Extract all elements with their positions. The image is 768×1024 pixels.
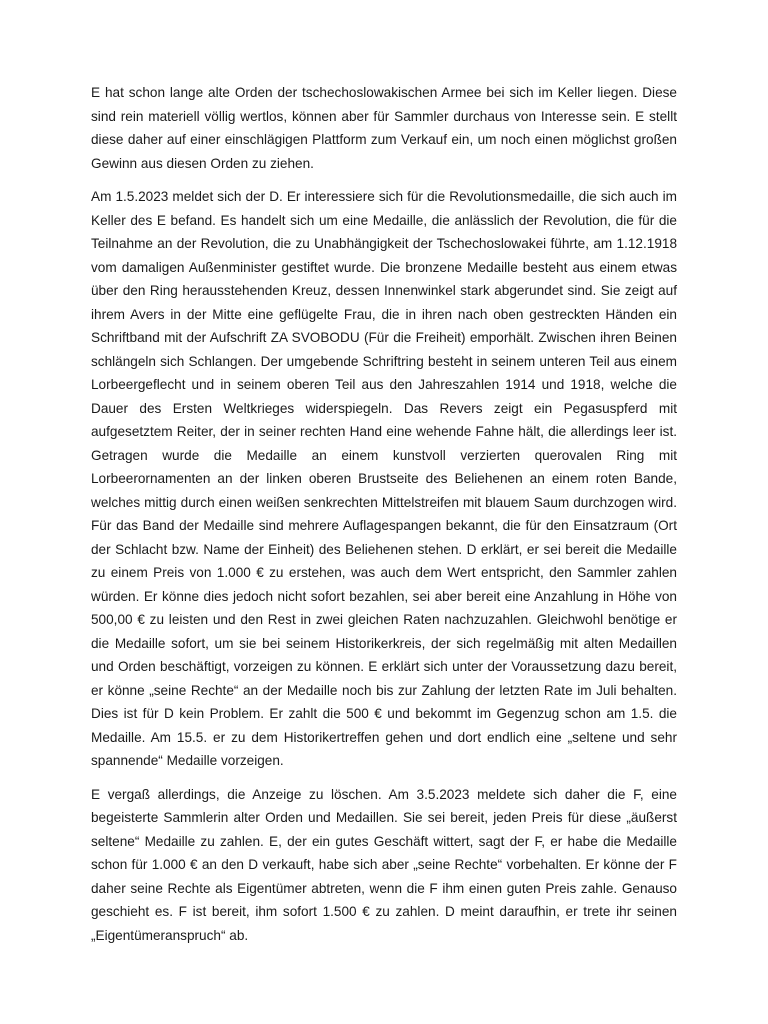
paragraph-1: E hat schon lange alte Orden der tschechoslowakischen Armee bei sich im Keller liegen. Diese sind rein materiell völlig wertlos, können aber für Sammler durchaus von Interesse sein. E stellt diese daher auf einer einschlägigen Plattform zum Verkauf ein, um noch einen möglichst großen Gewinn aus diesen Orden zu ziehen. (91, 85, 677, 171)
document-body (91, 81, 677, 957)
paragraph-3: E vergaß allerdings, die Anzeige zu löschen. Am 3.5.2023 meldete sich daher die F, eine begeisterte Sammlerin alter Orden und Medaillen. Sie sei bereit, jeden Preis für diese „äußerst seltene“ Medaille zu zahlen. E, der ein gutes Geschäft wittert, sagt der F, er habe die Medaille schon für 1.000 € an den D verkauft, habe sich aber „seine Rechte“ vorbehalten. Er könne der F daher seine Rechte als Eigentümer abtreten, wenn die F ihm einen guten Preis zahle. Genauso geschieht es. F ist bereit, ihm sofort 1.500 € zu zahlen. D meint daraufhin, er trete ihr seinen „Eigentümeranspruch“ ab. (91, 786, 677, 943)
paragraph-2: Am 1.5.2023 meldet sich der D. Er interessiere sich für die Revolutionsmedaille, die sich auch im Keller des E befand. Es handelt sich um eine Medaille, die anlässlich der Revolution, die für die Teilnahme an der Revolution, die zu Unabhängigkeit der Tschechoslowakei führte, am 1.12.1918 vom damaligen Außenminister gestiftet wurde. Die bronzene Medaille besteht aus einem etwas über den Ring herausstehenden Kreuz, dessen Innenwinkel stark abgerundet sind. Sie zeigt auf ihrem Avers in der Mitte eine geflügelte Frau, die in ihren nach oben gestreckten Händen ein Schriftband mit der Aufschrift ZA SVOBODU (Für die Freiheit) emporhält. Zwischen ihren Beinen schlängeln sich Schlangen. Der umgebende Schriftring besteht in seinem unteren Teil aus einem Lorbeergeflecht und in seinem oberen Teil aus den Jahreszahlen 1914 und 1918, welche die Dauer des Ersten Weltkrieges widerspiegeln. Das Revers zeigt ein Pegasuspferd mit aufgesetztem Reiter, der in seiner rechten Hand eine wehende Fahne hält, die allerdings leer ist. Getragen wurde die Medaille an einem kunstvoll verzierten querovalen Ring mit Lorbeerornamenten an der linken oberen Brustseite des Beliehenen an einem roten Bande, welches mittig durch einen weißen senkrechten Mittelstreifen mit blauem Saum durchzogen wird. Für das Band der Medaille sind mehrere Auflagespangen bekannt, die für den Einsatzraum (Ort der Schlacht bzw. Name der Einheit) des Beliehenen stehen. D erklärt, er sei bereit die Medaille zu einem Preis von 1.000 € zu erstehen, was auch dem Wert entspricht, den Sammler zahlen würden. Er könne dies jedoch nicht sofort bezahlen, sei aber bereit eine Anzahlung in Höhe von 500,00 € zu leisten und den Rest in zwei gleichen Raten nachzuzahlen. Gleichwohl benötige er die Medaille sofort, um sie bei seinem Historikerkreis, der sich regelmäßig mit alten Medaillen und Orden beschäftigt, vorzeigen zu können. E erklärt sich unter der Voraussetzung dazu bereit, er könne „seine Rechte“ an der Medaille noch bis zur Zahlung der letzten Rate im Juli behalten. Dies ist für D kein Problem. Er zahlt die 500 € und bekommt im Gegenzug schon am 1.5. die Medaille. Am 15.5. er zu dem Historikertreffen gehen und dort endlich eine „seltene und sehr spannende“ Medaille vorzeigen. (91, 189, 677, 768)
